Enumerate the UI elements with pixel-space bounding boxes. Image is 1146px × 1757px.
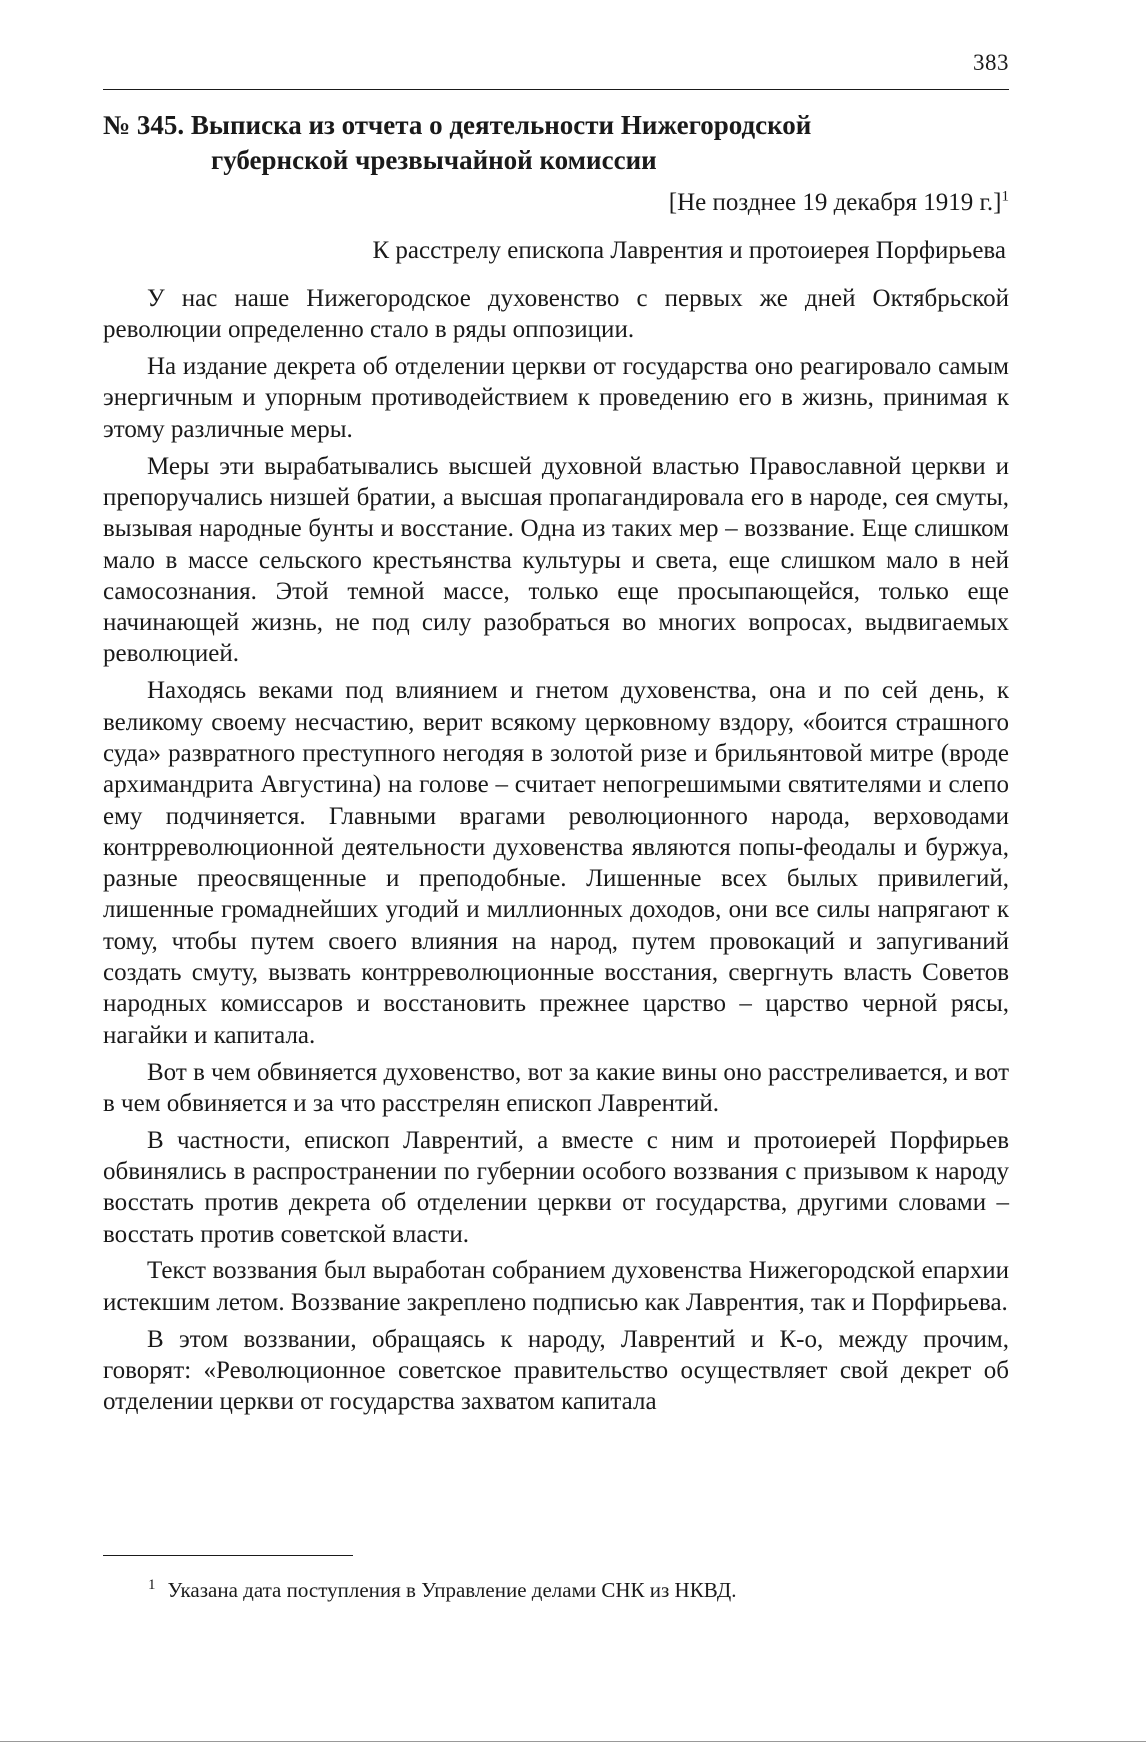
footnote-rule <box>103 1555 353 1556</box>
footnote <box>148 1576 737 1604</box>
document-body <box>103 283 1009 1423</box>
paragraph: Находясь веками под влиянием и гнетом духовенства, она и по сей день, к великому своему несчастию, верит всякому церковному вздору, «боится страшного суда» развратного преступного негодяя в золотой ризе и брильянтовой митре (вроде архимандрита Августина) на голове – считает непогрешимыми святителями и слепо ему подчиняется. Главными врагами революционного народа, верховодами контрреволюционной деятельности духовенства являются попы-феодалы и буржуа, разные преосвященные и преподобные. Лишенные всех былых привилегий, лишенные громаднейших угодий и миллионных доходов, они все силы напрягают к тому, чтобы путем своего влияния на народ, путем провокаций и запугиваний создать смуту, вызвать контрреволюционные восстания, свергнуть власть Советов народных комиссаров и восстановить прежнее царство – царство черной рясы, нагайки и капитала. <box>103 677 1009 1049</box>
date-footnote-marker: 1 <box>1001 188 1009 205</box>
paragraph: Меры эти вырабатывались высшей духовной властью Православной церкви и препоручались низшей братии, а высшая пропагандировала его в народе, сея смуты, вызывая народные бунты и восстание. Одна из таких мер – воззвание. Еще слишком мало в массе сельского крестьянства культуры и света, еще слишком мало в ней самосознания. Этой темной массе, только еще просыпающейся, только еще начинающей жизнь, не под силу разобраться во многих вопросах, выдвигаемых революцией. <box>103 452 1009 668</box>
document-title <box>103 108 1009 178</box>
footnote-text: Указана дата поступления в Управление делами СНК из НКВД. <box>167 1578 737 1602</box>
paragraph: У нас наше Нижегородское духовенство с первых же дней Октябрьской революции определенно стало в ряды оппозиции. <box>103 285 1009 344</box>
paragraph: В этом воззвании, обращаясь к народу, Лаврентий и К-о, между прочим, говорят: «Революционное советское правительство осуществляет свой декрет об отделении церкви от государства захватом капитала <box>103 1325 1009 1416</box>
paragraph: Вот в чем обвиняется духовенство, вот за какие вины оно расстреливается, и вот в чем обвиняется и за что расстрелян епископ Лаврентий. <box>103 1058 1009 1117</box>
document-date <box>669 187 1009 219</box>
paragraph: Текст воззвания был выработан собранием духовенства Нижегородской епархии истекшим летом. Воззвание закреплено подписью как Лаврентия, так и Порфирьева. <box>103 1257 1009 1316</box>
header-rule <box>103 89 1009 90</box>
page-number: 383 <box>973 50 1009 75</box>
date-text: [Не позднее 19 декабря 1919 г.] <box>668 189 1002 216</box>
paragraph: В частности, епископ Лаврентий, а вместе с ним и протоиерей Порфирьев обвинялись в распространении по губернии особого воззвания с призывом к народу восстать против декрета об отделении церкви от государства, другими словами – восстать против советской власти. <box>103 1126 1009 1248</box>
paragraph: На издание декрета об отделении церкви от государства оно реагировало самым энергичным и упорным противодействием к проведению его в жизнь, принимая к этому различные меры. <box>103 353 1009 443</box>
footnote-number: 1 <box>148 1577 156 1593</box>
page-bottom-edge <box>0 1741 1146 1742</box>
title-line-2: губернской чрезвычайной комиссии <box>211 145 657 175</box>
document-subtitle: К расстрелу епископа Лаврентия и протоиерея Порфирьева <box>372 237 1006 264</box>
title-line-1: № 345. Выписка из отчета о деятельности Нижегородской <box>103 110 812 140</box>
